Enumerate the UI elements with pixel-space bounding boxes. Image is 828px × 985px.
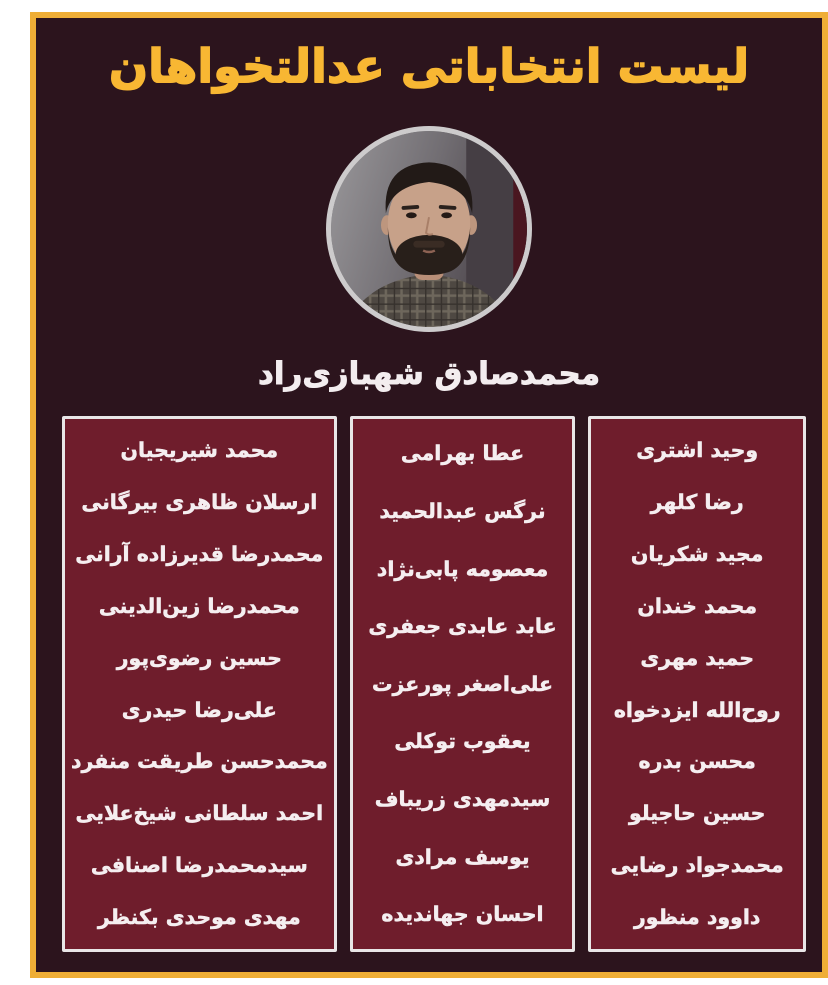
candidate-name: معصومه پابی‌نژاد bbox=[376, 556, 549, 581]
candidate-name: محمدرضا زین‌الدینی bbox=[98, 593, 300, 618]
candidate-name: حمید مهری bbox=[640, 645, 755, 670]
candidate-column-right bbox=[588, 416, 806, 953]
candidate-name: روح‌الله ایزدخواه bbox=[613, 697, 781, 722]
candidate-name: سیدمهدی زریباف bbox=[374, 786, 551, 811]
candidate-name: محمدرضا قدیرزاده آرانی bbox=[75, 542, 324, 567]
candidate-name: رضا کلهر bbox=[650, 490, 744, 515]
candidate-name: مجید شکریان bbox=[630, 542, 764, 567]
candidate-name: نرگس عبدالحمید bbox=[379, 498, 546, 523]
candidate-name: مهدی موحدی بکنظر bbox=[97, 905, 301, 930]
candidate-name: محمد خندان bbox=[637, 593, 758, 618]
candidate-name: علی‌اصغر پورعزت bbox=[371, 671, 554, 696]
candidate-column-left bbox=[62, 416, 337, 953]
candidate-list bbox=[36, 416, 822, 953]
candidate-name: محسن بدره bbox=[638, 749, 756, 774]
candidate-name: احمد سلطانی شیخ‌علایی bbox=[75, 801, 324, 826]
candidate-name: علی‌رضا حیدری bbox=[121, 697, 277, 722]
candidate-name: احسان جهاندیده bbox=[381, 902, 544, 927]
candidate-name: محمدحسن طریقت منفرد bbox=[70, 749, 328, 774]
candidate-name: داوود منظور bbox=[634, 905, 761, 930]
candidate-photo bbox=[326, 126, 532, 332]
candidate-name: عطا بهرامی bbox=[400, 441, 525, 466]
candidate-name: وحید اشتری bbox=[636, 438, 759, 463]
candidate-name: یعقوب توکلی bbox=[394, 729, 531, 754]
candidate-name-heading: محمدصادق شهبازی‌راد bbox=[257, 355, 601, 392]
candidate-name: عابد عابدی جعفری bbox=[368, 614, 557, 639]
candidate-name: حسین حاجیلو bbox=[628, 801, 766, 826]
election-poster bbox=[30, 12, 828, 978]
candidate-name: ارسلان ظاهری بیرگانی bbox=[81, 490, 318, 515]
candidate-name: یوسف مرادی bbox=[395, 844, 530, 869]
candidate-name: محمدجواد رضایی bbox=[610, 853, 784, 878]
candidate-column-middle bbox=[350, 416, 576, 953]
candidate-name: محمد شیریجیان bbox=[120, 438, 279, 463]
poster-title: لیست انتخاباتی عدالتخواهان bbox=[108, 39, 750, 93]
candidate-name: سیدمحمدرضا اصنافی bbox=[90, 853, 308, 878]
candidate-name: حسین رضوی‌پور bbox=[116, 645, 282, 670]
portrait-illustration bbox=[331, 131, 527, 327]
